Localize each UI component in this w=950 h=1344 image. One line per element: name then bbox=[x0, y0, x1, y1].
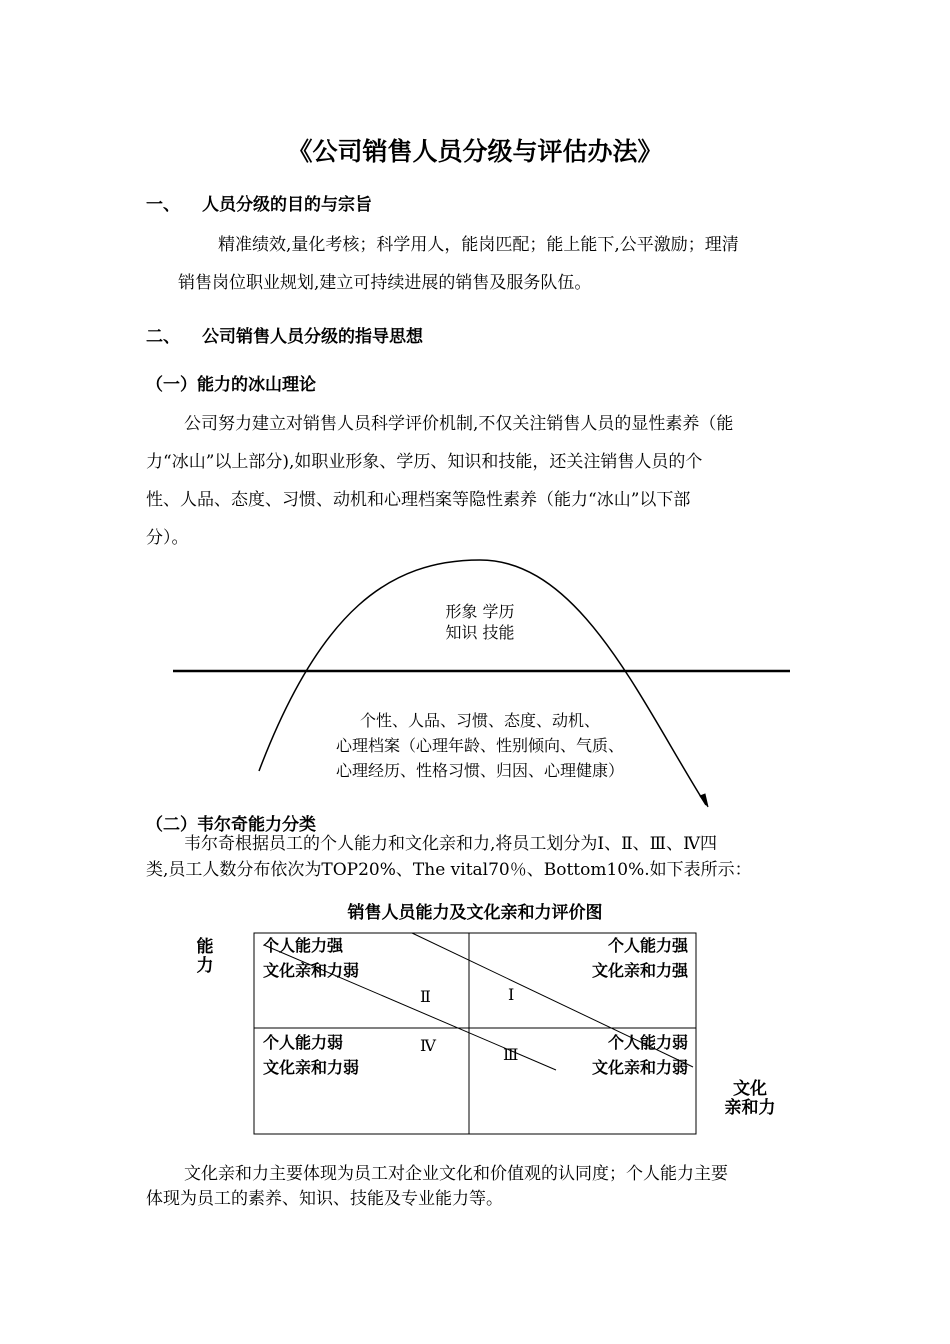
cell-top-right bbox=[560, 933, 688, 983]
sub1-para-line2: 力“冰山”以上部分),如职业形象、学历、知识和技能，还关注销售人员的个 bbox=[146, 452, 703, 472]
closing-para-line2: 体现为员工的素养、知识、技能及专业能力等。 bbox=[146, 1189, 503, 1209]
sub1-para-line3: 性、人品、态度、习惯、动机和心理档案等隐性素养（能力“冰山”以下部 bbox=[146, 490, 691, 510]
iceberg-above-line1: 形象 学历 bbox=[445, 602, 515, 621]
subsection1-heading: （一）能力的冰山理论 bbox=[146, 375, 316, 395]
label-IV: Ⅳ bbox=[420, 1036, 436, 1055]
iceberg-below-line1: 个性、人品、习惯、态度、动机、 bbox=[359, 711, 600, 730]
matrix-caption: 销售人员能力及文化亲和力评价图 bbox=[347, 903, 603, 923]
x-axis-label bbox=[712, 1080, 788, 1118]
closing-para-line1: 文化亲和力主要体现为员工对企业文化和价值观的认同度；个人能力主要 bbox=[184, 1164, 728, 1184]
section1-para-line1: 精准绩效,量化考核；科学用人，能岗匹配；能上能下,公平激励；理清 bbox=[218, 235, 739, 255]
y-axis-char1: 能 bbox=[196, 937, 214, 957]
cell-top-left-line1: 个人能力强 bbox=[263, 936, 344, 955]
section2-number: 二、 bbox=[146, 327, 180, 347]
cell-top-right-line1: 个人能力强 bbox=[607, 936, 688, 955]
section1-heading: 人员分级的目的与宗旨 bbox=[202, 195, 372, 215]
x-axis-line1: 文化 bbox=[733, 1079, 767, 1099]
iceberg-below-line2: 心理档案（心理年龄、性别倾向、气质、 bbox=[335, 736, 624, 755]
page-title: 《公司销售人员分级与评估办法》 bbox=[287, 137, 663, 166]
subsection2-heading: （二）韦尔奇能力分类 bbox=[146, 815, 316, 835]
sub2-para-line1: 韦尔奇根据员工的个人能力和文化亲和力,将员工划分为Ⅰ、Ⅱ、Ⅲ、Ⅳ四 bbox=[184, 834, 718, 854]
label-II: Ⅱ bbox=[420, 987, 431, 1006]
sub1-para-line4: 分）。 bbox=[146, 528, 189, 548]
cell-bottom-right bbox=[560, 1030, 688, 1080]
cell-bottom-left-line2: 文化亲和力弱 bbox=[263, 1058, 360, 1077]
sub1-para-line1: 公司努力建立对销售人员科学评价机制,不仅关注销售人员的显性素养（能 bbox=[184, 414, 734, 434]
y-axis-char2: 力 bbox=[196, 956, 214, 976]
x-axis-line2: 亲和力 bbox=[724, 1098, 776, 1118]
iceberg-below-line3: 心理经历、性格习惯、归因、心理健康） bbox=[335, 761, 624, 780]
section1-number: 一、 bbox=[146, 195, 180, 215]
label-III: Ⅲ bbox=[503, 1045, 519, 1064]
section1-para-line2: 销售岗位职业规划,建立可持续进展的销售及服务队伍。 bbox=[178, 273, 592, 293]
cell-top-right-line2: 文化亲和力强 bbox=[591, 961, 688, 980]
sub2-para-line2: 类,员工人数分布依次为TOP20%、The vital70％、Bottom10%.如下表所示： bbox=[146, 860, 752, 880]
cell-bottom-right-line2: 文化亲和力弱 bbox=[591, 1058, 688, 1077]
cell-bottom-left bbox=[263, 1030, 359, 1080]
cell-top-left-line2: 文化亲和力弱 bbox=[263, 961, 360, 980]
section2-heading: 公司销售人员分级的指导思想 bbox=[202, 327, 423, 347]
cell-bottom-right-line1: 个人能力弱 bbox=[607, 1033, 688, 1052]
label-I: Ⅰ bbox=[508, 985, 515, 1004]
iceberg-above-line2: 知识 技能 bbox=[445, 623, 515, 642]
cell-bottom-left-line1: 个人能力弱 bbox=[263, 1033, 344, 1052]
cell-top-left bbox=[263, 933, 359, 983]
